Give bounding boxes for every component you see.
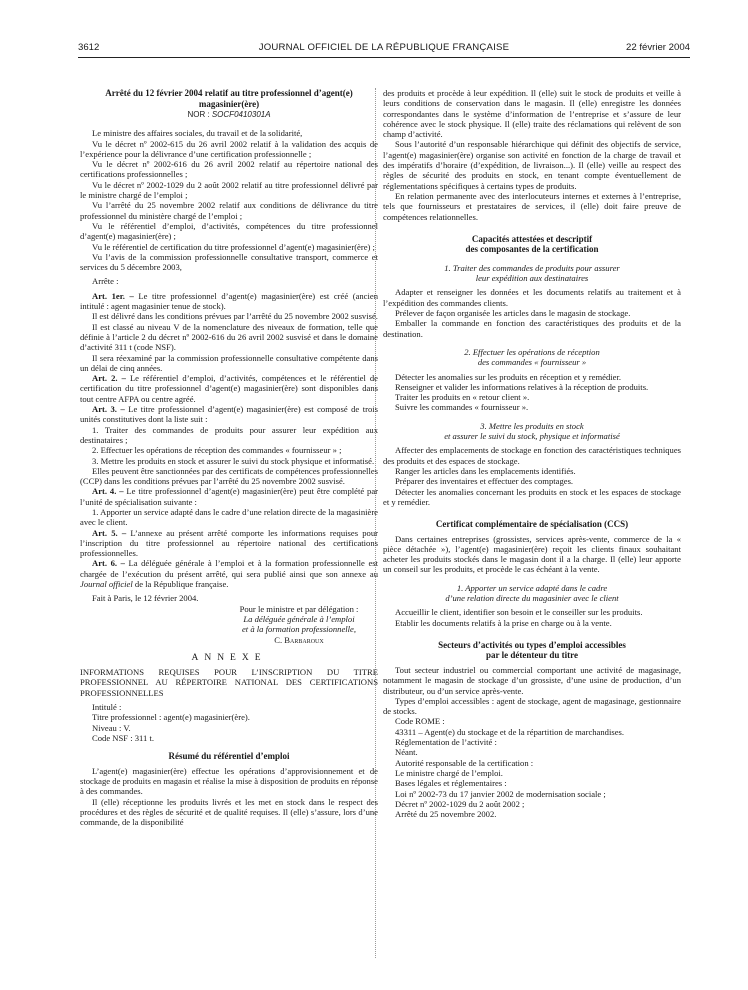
journal-name: Journal officiel — [80, 579, 133, 590]
body-paragraph: Prélever de façon organisée les articles dans le magasin de stockage. — [395, 308, 631, 319]
body-paragraph: Détecter les anomalies sur les produits en réception et y remédier. — [395, 371, 621, 382]
article-text: La déléguée générale à l’emploi et à la formation professionnelle est chargée de l’exécution du présent arrêté, qui sera publié ainsi que son annexe au — [80, 558, 378, 579]
body-paragraph: Détecter les anomalies concernant les produits en stock et les espaces de stockage et y remédier. — [383, 486, 681, 507]
annex-field: Bases légales et réglementaires : — [395, 778, 507, 789]
page-number: 3612 — [78, 42, 100, 53]
article-label: Art. 5. – — [92, 527, 127, 538]
annex-field: Néant. — [395, 747, 418, 758]
signature-line: Pour le ministre et par délégation : — [239, 603, 359, 614]
preamble-line: Le ministre des affaires sociales, du travail et de la solidarité, — [92, 128, 303, 139]
body-paragraph: Adapter et renseigner les données et les documents relatifs au traitement et à l’expédition des commandes clients. — [383, 287, 681, 308]
section-heading: Certificat complémentaire de spécialisation (CCS) — [435, 519, 629, 530]
unit-title: 3. Mettre les produits en stock — [480, 420, 584, 431]
signature-line: La déléguée générale à l’emploi — [243, 613, 355, 624]
preamble-line: Vu le décret nº 2002-616 du 26 avril 2002 relatif au répertoire national des certifications professionnelles ; — [80, 159, 378, 180]
signature-date: Fait à Paris, le 12 février 2004. — [92, 593, 199, 604]
unit-title: d’une relation directe du magasinier avec le client — [445, 593, 619, 604]
annex-field: Code ROME : — [395, 716, 445, 727]
preamble-line: Vu le décret nº 2002-615 du 26 avril 2002 relatif à la validation des acquis de l’expérience pour la délivrance d’une certification professionnelle ; — [80, 138, 378, 159]
article-paragraph: Il est classé au niveau V de la nomenclature des niveaux de formation, telle que définie à l’article 2 du décret nº 2002-616 du 26 avril 2002 susvisé et dans le domaine d’activité 311 t (code NSF). — [80, 321, 378, 353]
annex-field: Intitulé : — [92, 702, 122, 713]
annex-field: 43311 – Agent(e) du stockage et de la répartition de marchandises. — [395, 726, 625, 737]
annex-field: Le ministre chargé de l’emploi. — [395, 767, 503, 778]
left-column — [80, 88, 378, 828]
body-paragraph: Préparer des inventaires et effectuer des comptages. — [395, 476, 574, 487]
unit-title: leur expédition aux destinataires — [475, 273, 589, 284]
body-paragraph: Ranger les articles dans les emplacements identifiés. — [395, 465, 576, 476]
header-rule — [78, 57, 690, 58]
body-paragraph: Suivre les commandes « fournisseur ». — [395, 402, 529, 413]
unit-title: 1. Traiter des commandes de produits pour assurer — [444, 262, 620, 273]
annex-field: Titre professionnel : agent(e) magasinier(ère). — [92, 712, 250, 723]
list-item: 2. Effectuer les opérations de réception des commandes « fournisseur » ; — [92, 445, 342, 456]
page-header — [78, 42, 690, 56]
article-paragraph: Il est délivré dans les conditions prévues par l’arrêté du 25 novembre 2002 susvisé. — [92, 311, 378, 322]
section-heading: par le détenteur du titre — [486, 650, 578, 661]
signatory-name: C. Barbaroux — [274, 634, 324, 645]
preamble-line: Vu l’avis de la commission professionnelle consultative transport, commerce et services du 5 décembre 2003, — [80, 251, 378, 273]
journal-title: JOURNAL OFFICIEL DE LA RÉPUBLIQUE FRANÇAISE — [258, 42, 510, 53]
article-label: Art. 6. – — [92, 558, 125, 569]
preamble-line: Vu le référentiel d’emploi, d’activités, compétences du titre professionnel d’agent(e) magasinier(ère) ; — [80, 220, 378, 242]
section-heading: des composantes de la certification — [465, 244, 599, 255]
unit-title: et assurer le suivi du stock, physique et informatisé — [444, 431, 620, 442]
article-text: L’annexe au présent arrêté comporte les informations requises pour l’inscription du titre professionnel au répertoire national des certifications professionnelles. — [80, 527, 379, 559]
annex-field: Réglementation de l’activité : — [395, 737, 497, 748]
unit-title: 1. Apporter un service adapté dans le cadre — [456, 582, 608, 593]
annex-field: Décret nº 2002-1029 du 2 août 2002 ; — [395, 798, 525, 809]
annex-field: Niveau : V. — [92, 722, 131, 733]
body-paragraph: Tout secteur industriel ou commercial comportant une activité de magasinage, notamment le magasin de stockage d’un grossiste, d’une usine de production, d’un distributeur, ou d’un service après-vente. — [383, 664, 681, 696]
body-paragraph: Accueillir le client, identifier son besoin et le conseiller sur les produits. — [395, 607, 643, 618]
body-paragraph: L’agent(e) magasinier(ère) effectue les opérations d’approvisionnement et de stockage de produits en magasin et réalise la mise à disposition de produits en réponse à des commandes. — [80, 765, 378, 797]
section-heading: Secteurs d’activités ou types d’emploi accessibles — [438, 639, 626, 650]
annex-heading: ANNEXE — [191, 652, 267, 663]
article-label: Art. 3. – — [92, 404, 125, 415]
body-paragraph: Affecter des emplacements de stockage en fonction des caractéristiques techniques des produits et des espaces de stockage. — [383, 445, 681, 466]
list-item: 1. Apporter un service adapté dans le cadre d’une relation directe de la magasinière avec le client. — [80, 506, 378, 528]
body-paragraph: Traiter les produits en « retour client ». — [395, 392, 530, 403]
section-heading: Capacités attestées et descriptif — [471, 233, 593, 244]
body-paragraph: Etablir les documents relatifs à la prise en charge ou à la vente. — [395, 617, 612, 628]
preamble-line: Vu le référentiel de certification du titre professionnel d’agent(e) magasinier(ère) ; — [92, 241, 375, 252]
article-text: Le titre professionnel d’agent(e) magasinier(ère) peut être complété par l’unité de spécialisation suivante : — [80, 486, 378, 507]
annex-field: Autorité responsable de la certification : — [395, 757, 534, 768]
article-label: Art. 2. – — [92, 373, 126, 384]
body-paragraph: Sous l’autorité d’un responsable hiérarchique qui définit des objectifs de service, l’agent(e) magasinier(ère) organise son activité en fonction de la charge de travail et des impératifs d’horaire (d’expédition, de livraison...). Il (elle) veille au respect des règles de sécurité des produits en stock, en tenant compte éventuellement de réglementations spécifiques à certains types de produits. — [383, 139, 681, 191]
right-column — [383, 88, 681, 819]
decree-title: Arrêté du 12 février 2004 relatif au titre professionnel d’agent(e) magasinier(ère) — [105, 88, 353, 109]
annex-field: Arrêté du 25 novembre 2002. — [395, 809, 497, 820]
annex-info-title: INFORMATIONS REQUISES POUR L’INSCRIPTION DU TITRE PROFESSIONNEL AU RÉPERTOIRE NATIONAL DES CERTIFICATIONS PROFESSIONNELLES — [80, 667, 378, 698]
signature-line: et à la formation professionnelle, — [241, 624, 357, 635]
annex-field: Code NSF : 311 t. — [92, 732, 154, 743]
preamble-line: Vu le décret nº 2002-1029 du 2 août 2002 relatif au titre professionnel délivré par le ministre chargé de l’emploi ; — [80, 179, 378, 201]
preamble-line: Vu l’arrêté du 25 novembre 2002 relatif aux conditions de délivrance du titre professionnel du ministère chargé de l’emploi ; — [80, 200, 378, 221]
arrete-heading: Arrête : — [92, 276, 119, 287]
article-text: Le référentiel d’emploi, d’activités, compétences et le référentiel de certification du titre professionnel d’agent(e) magasinier(ère) sont disponibles dans tout centre AFPA ou centre agréé. — [80, 373, 378, 404]
section-heading: Résumé du référentiel d’emploi — [168, 751, 290, 762]
nor-label: NOR : — [187, 110, 210, 119]
body-paragraph: Dans certaines entreprises (grossistes, services après-vente, commerce de la « pièce détachée »), l’agent(e) magasinier(ère) reçoit les clients finaux souhaitant acheter les produits stockés dans le magasin dont il a la charge. Il (elle) leur apporte un conseil sur les produits, et procède le cas échéant à la vente. — [383, 533, 681, 575]
list-item: 1. Traiter des commandes de produits pour assurer leur expédition aux destinataires ; — [80, 424, 378, 445]
article-text: Le titre professionnel d’agent(e) magasinier(ère) est créé (ancien intitulé : agent magasinier tenue de stock). — [80, 290, 378, 312]
article-paragraph: Il sera réexaminé par la commission professionnelle consultative compétente dans un délai de cinq années. — [80, 352, 378, 373]
body-paragraph: Il (elle) réceptionne les produits livrés et les met en stock dans le respect des procédures et des règles de sécurité et de qualité requises. Il (elle) s’assure, lors d’une commande, de la disponibilité — [80, 796, 378, 828]
article-text: de la République française. — [132, 579, 229, 590]
preamble — [80, 128, 378, 272]
unit-title: des commandes « fournisseur » — [477, 357, 587, 368]
body-paragraph: des produits et procède à leur expédition. Il (elle) suit le stock de produits et veille à leurs conditions de conservation dans le magasin. Il (elle) enregistre les données correspondantes dans le système d’information de l’entreprise et s’assure de leur cohérence avec le stock physique. Il (elle) traite des réclamations qui relèvent de son champ d’activité. — [383, 88, 681, 140]
list-item: 3. Mettre les produits en stock et assurer le suivi du stock physique et informatisé. — [92, 455, 375, 466]
nor-code: SOCF0410301A — [211, 110, 271, 119]
body-paragraph: Renseigner et valider les informations relatives à la réception de produits. — [395, 381, 649, 392]
issue-date: 22 février 2004 — [626, 42, 690, 53]
article-paragraph: Elles peuvent être sanctionnées par des certificats de compétences professionnelles (CCP) dans les conditions prévues par l’arrêté du 25 novembre 2002 susvisé. — [80, 465, 378, 487]
article-text: Le titre professionnel d’agent(e) magasinier(ère) est composé de trois unités constitutives dont la liste suit : — [80, 404, 378, 425]
body-paragraph: Types d’emploi accessibles : agent de stockage, agent de magasinage, gestionnaire de stocks. — [383, 695, 681, 717]
article-label: Art. 4. – — [92, 486, 124, 497]
article-label: Art. 1er. – — [92, 290, 134, 301]
body-paragraph: Emballer la commande en fonction des caractéristiques des produits et de la destination. — [383, 318, 681, 339]
annex-field: Loi nº 2002-73 du 17 janvier 2002 de modernisation sociale ; — [395, 788, 606, 799]
body-paragraph: En relation permanente avec des interlocuteurs internes et externes à l’entreprise, tels que fournisseurs et prestataires de services, il (elle) doit faire preuve de compétences relationnelles. — [383, 190, 681, 222]
unit-title: 2. Effectuer les opérations de réception — [464, 346, 600, 357]
